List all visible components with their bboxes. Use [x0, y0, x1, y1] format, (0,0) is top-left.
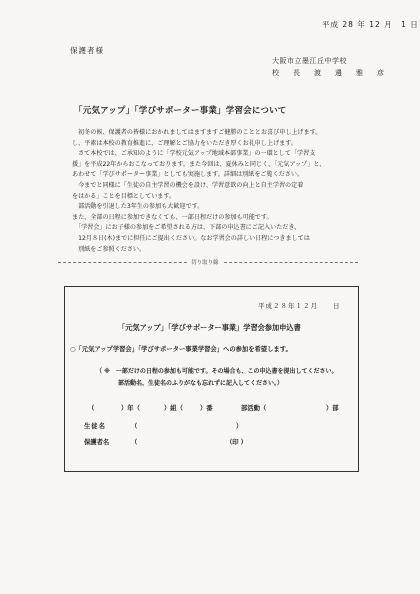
student-name-field-close: ） [236, 423, 243, 430]
document-date: 平成 28 年 12 月 1 日 [322, 20, 419, 29]
body-line: また、全部の日程に参加できなくても、一部日程だけの参加も可能です。 [72, 213, 273, 221]
body-line: 援」を平成22年からおこなっております。また今回は、夏休みと同じく、「元気アップ」と、 [72, 160, 326, 168]
school-name: 大阪市立墨江丘中学校 [272, 57, 347, 65]
number-field[interactable]: ）番 [200, 405, 213, 412]
body-text [72, 128, 380, 255]
seal-field[interactable]: （印 ） [226, 439, 248, 446]
student-name-label: 生徒名 [84, 423, 106, 430]
cut-line-label: 切り取り線 [188, 258, 222, 266]
body-line: 今までと同様に「生徒の自主学習の機会を設け、学習意欲の向上と自主学習の定着 [72, 181, 304, 189]
form-note: 部活動名、生徒名のふりがなも忘れずに記入してください。） [118, 380, 284, 387]
principal-name: 校 長 渡 邊 雅 彦 [272, 69, 388, 77]
participation-checkbox-line[interactable]: ○「元気アップ学習会」「学びサポーター事業学習会」への参加を希望します。 [70, 346, 292, 353]
form-date: 平成２８年１２月 日 [258, 302, 341, 310]
class-field[interactable]: ）組（ [164, 405, 183, 412]
guardian-name-field[interactable]: （ [131, 439, 138, 446]
body-line: 12月８日(木)までに担任にご提出ください。なお学習会の詳しい日程につきましては [72, 234, 310, 242]
addressee: 保護者様 [70, 46, 104, 55]
document-title: 「元気アップ」「学びサポーター事業」学習会について [74, 106, 287, 116]
student-name-field[interactable]: （ [131, 423, 138, 430]
club-suffix: ）部 [326, 405, 339, 412]
body-line: し、平素は本校の教育推進に、ご理解とご協力をいただき厚くお礼申し上げます。 [72, 139, 297, 147]
body-line: あわせて「学びサポーター事業」としても実施します。詳細は別紙をご覧ください。 [72, 171, 304, 179]
body-line: をはかる」ことを目標としています。 [72, 192, 176, 200]
club-field[interactable]: 部活動（ [241, 405, 267, 412]
body-line: さて本校では、ご承知のように「学校元気アップ地域本部事業」の一環として「学習支 [72, 150, 316, 158]
grade-open: （ [88, 405, 95, 412]
guardian-name-label: 保護者名 [84, 439, 110, 446]
form-note: （ ※ 一部だけの日程の参加も可能です。その場合も、この申込書を提出してください。 [96, 368, 338, 375]
grade-field[interactable]: ）年（ [121, 405, 140, 412]
form-title: 「元気アップ」「学びサポーター事業」学習会参加申込書 [118, 323, 301, 332]
body-line: 初冬の候、保護者の皆様におかれましてはますますご健勝のこととお喜び申し上げます。 [72, 129, 322, 136]
body-line: 「学習会」にお子様の参加をご希望される方は、下部の申込書にご記入いただき、 [72, 224, 301, 232]
body-line: 別紙をご参照ください。 [72, 245, 146, 253]
body-line: 部活動を引退した3年生の参加も大歓迎です。 [72, 203, 204, 211]
